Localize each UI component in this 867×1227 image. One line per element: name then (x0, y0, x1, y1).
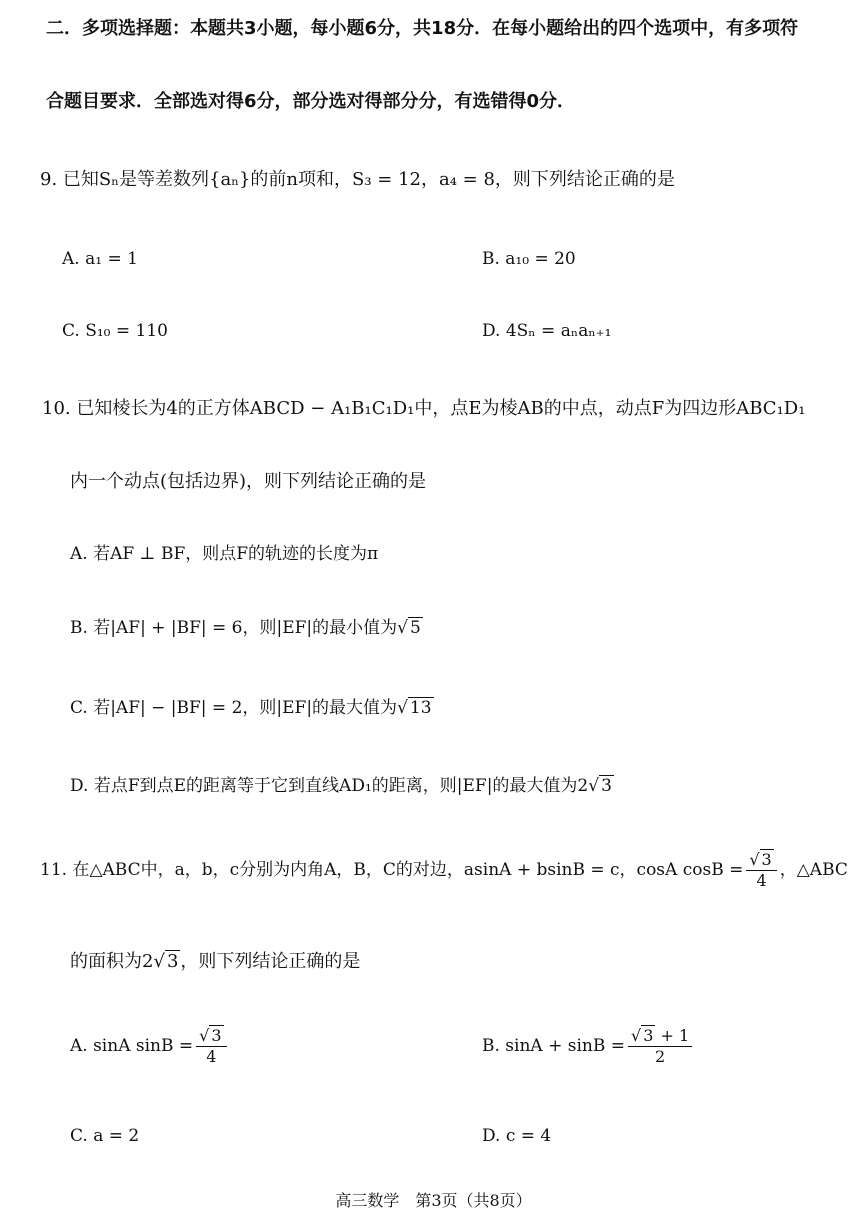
question-11-option-b (482, 1028, 695, 1065)
question-10-option-b-text: B. 若|AF| + |BF| = 6，则|EF|的最小值为 (70, 618, 398, 638)
sqrt-symbol: √ (397, 698, 408, 718)
question-11-option-b-text: B. sinA + sinB = (482, 1036, 625, 1056)
question-11-option-d: D. c = 4 (482, 1126, 552, 1146)
fraction-denominator: 4 (756, 871, 767, 890)
sqrt-symbol: √ (199, 1026, 210, 1045)
fraction-denominator: 4 (206, 1047, 217, 1066)
question-11-stem-line-1-tail: ，△ABC (779, 860, 848, 880)
question-10-stem-line-1: 10. 已知棱长为4的正方体ABCD − A₁B₁C₁D₁中，点E为棱AB的中点，动点F为四边形ABC₁D₁ (42, 398, 806, 419)
question-9-option-c: C. S₁₀ = 110 (62, 321, 168, 341)
question-11-option-a-fraction (196, 1028, 226, 1065)
sqrt-symbol: √ (749, 850, 760, 869)
section-heading-line-1: 二．多项选择题：本题共3小题，每小题6分，共18分．在每小题给出的四个选项中，有多项符 (46, 18, 799, 39)
question-10-option-a: A. 若AF ⊥ BF，则点F的轨迹的长度为π (70, 544, 379, 564)
fraction-numerator-radicand: 3 (211, 1026, 222, 1045)
question-10-option-b-radicand: 5 (410, 618, 421, 638)
fraction-numerator-radicand: 3 (761, 850, 772, 869)
question-9-stem: 9. 已知Sₙ是等差数列{aₙ}的前n项和，S₃ = 12，a₄ = 8，则下列结论正确的是 (40, 169, 675, 190)
fraction-denominator: 2 (654, 1047, 666, 1066)
question-11-option-a (70, 1028, 230, 1065)
sqrt-symbol: √ (631, 1026, 642, 1045)
sqrt-symbol: √ (397, 618, 408, 638)
question-10-option-c-text: C. 若|AF| − |BF| = 2，则|EF|的最大值为 (70, 698, 398, 718)
question-11-stem-line-2-text: 的面积为2 (70, 951, 154, 972)
question-11-stem-fraction (746, 852, 776, 889)
question-11-stem-line-2 (70, 953, 360, 971)
question-9-option-b: B. a₁₀ = 20 (482, 249, 576, 269)
question-10-option-b (70, 620, 423, 637)
question-10-stem-line-2: 内一个动点(包括边界)，则下列结论正确的是 (70, 471, 427, 492)
question-11-stem-line-2-radicand: 3 (166, 951, 179, 972)
sqrt-symbol: √ (588, 776, 600, 796)
fraction-numerator-radicand: 3 (643, 1026, 654, 1045)
question-11-option-b-fraction (628, 1028, 692, 1065)
question-9-option-a: A. a₁ = 1 (62, 249, 138, 269)
question-11-stem-line-1 (40, 852, 848, 889)
question-10-option-d (70, 778, 614, 795)
question-11-stem-line-1-text: 11. 在△ABC中，a，b，c分别为内角A，B，C的对边，asinA + bsinB = c，cosA cosB = (40, 860, 744, 880)
question-10-option-c-radicand: 13 (409, 698, 432, 718)
question-11-option-a-text: A. sinA sinB = (70, 1036, 194, 1056)
question-11-stem-line-2-tail: ，则下列结论正确的是 (180, 951, 361, 972)
question-10-option-c (70, 700, 434, 717)
fraction-numerator-rest: + 1 (655, 1026, 690, 1045)
section-heading-line-2: 合题目要求．全部选对得6分，部分选对得部分分，有选错得0分． (46, 91, 576, 112)
page-footer: 高三数学 第3页（共8页） (335, 1191, 532, 1210)
question-10-option-d-radicand: 3 (601, 776, 612, 796)
question-9-option-d: D. 4Sₙ = aₙaₙ₊₁ (482, 321, 612, 341)
question-11-option-c: C. a = 2 (70, 1126, 140, 1146)
question-10-option-d-text: D. 若点F到点E的距离等于它到直线AD₁的距离，则|EF|的最大值为2 (70, 776, 589, 796)
sqrt-symbol: √ (153, 951, 165, 972)
